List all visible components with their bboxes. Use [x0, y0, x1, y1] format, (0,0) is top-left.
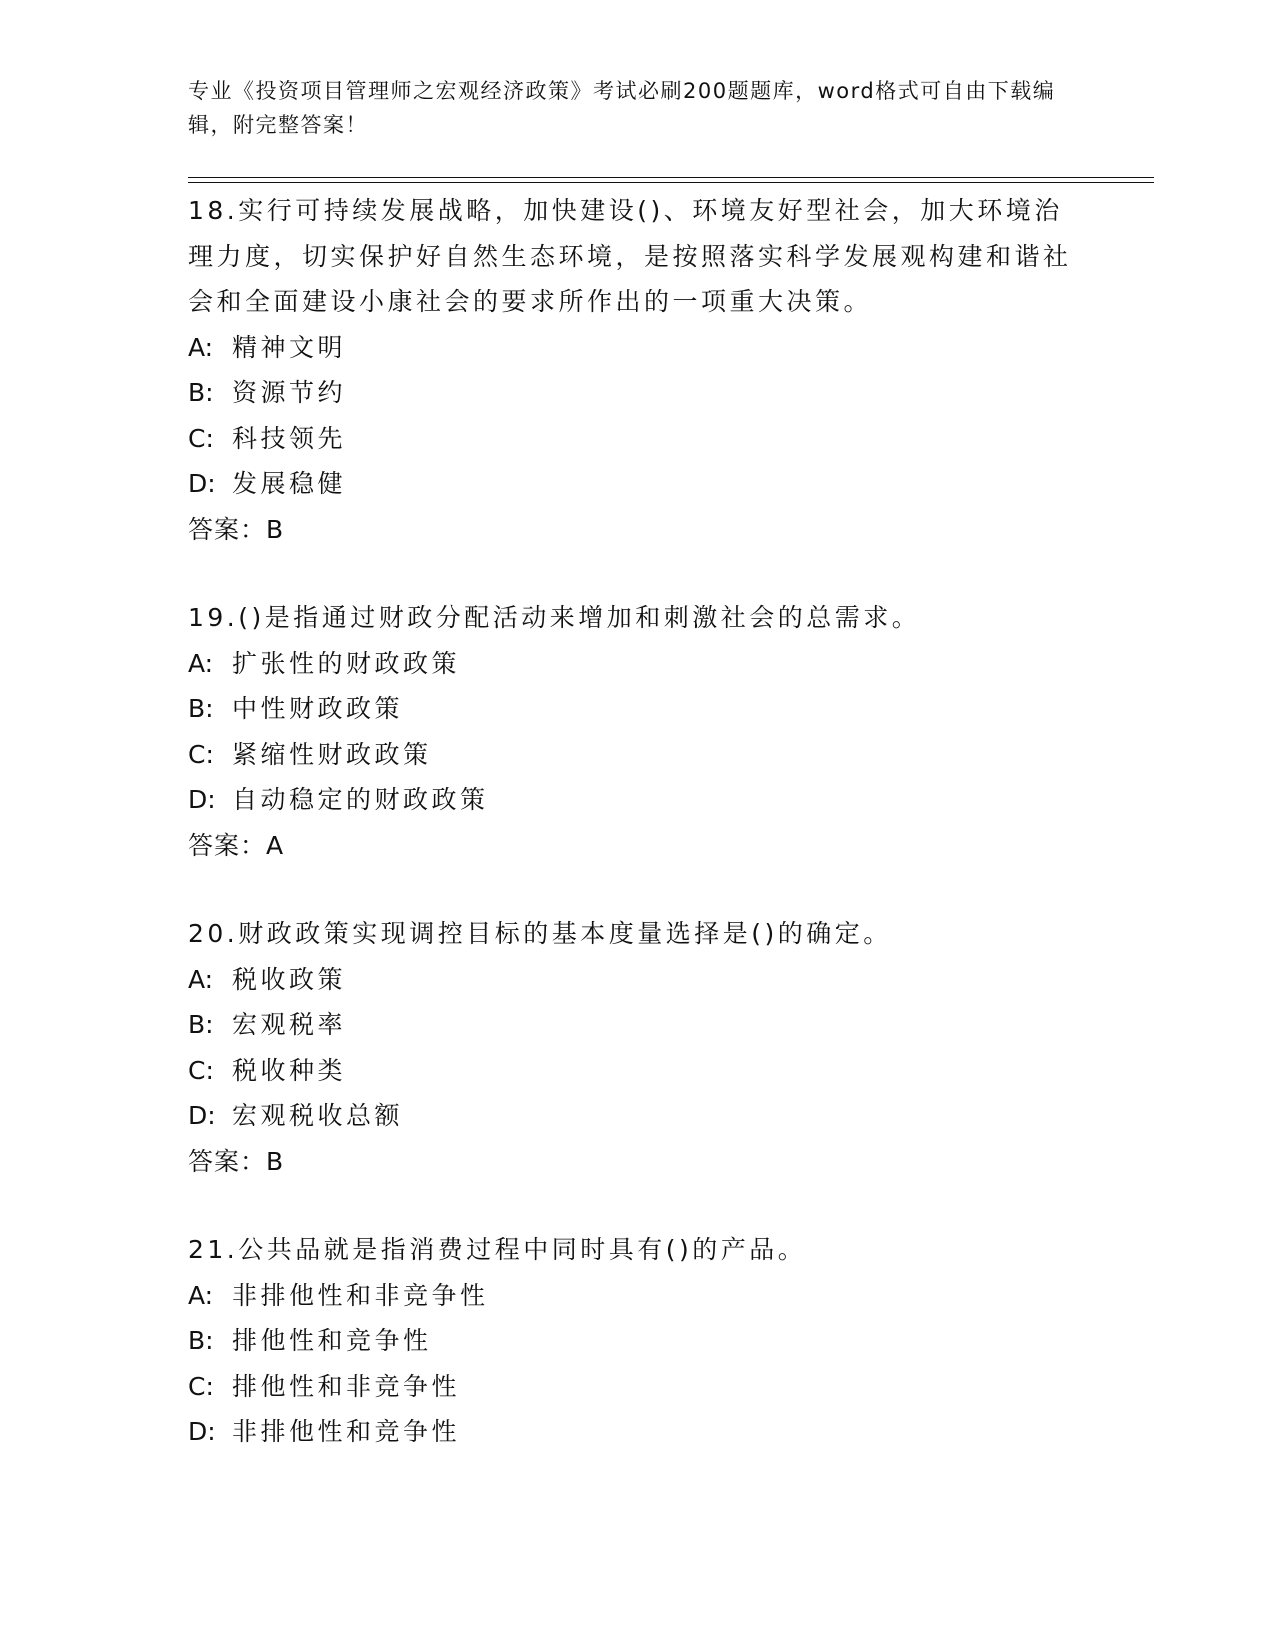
option-a	[188, 325, 1088, 371]
option-letter: A:	[188, 648, 214, 678]
option-text: 扩张性的财政政策	[232, 648, 461, 678]
option-letter: C:	[188, 423, 214, 453]
header-intro-text: 专业《投资项目管理师之宏观经济政策》考试必刷200题题库，word格式可自由下载编辑，附完整答案！	[188, 79, 1056, 137]
option-letter: A:	[188, 964, 214, 994]
question-list	[188, 188, 1088, 1498]
option-text: 排他性和竞争性	[232, 1326, 432, 1355]
option-a	[188, 1273, 1088, 1319]
option-d	[188, 1409, 1088, 1455]
question-stem: 19.()是指通过财政分配活动来增加和刺激社会的总需求。	[188, 603, 921, 632]
option-text: 精神文明	[232, 332, 347, 362]
question-21	[188, 1227, 1088, 1455]
question-19	[188, 595, 1088, 868]
option-letter: C:	[188, 739, 214, 769]
question-18	[188, 188, 1088, 552]
answer-line: 答案：B	[188, 514, 285, 544]
option-b	[188, 1318, 1088, 1364]
answer-line: 答案：B	[188, 1146, 285, 1176]
question-stem: 20.财政政策实现调控目标的基本度量选择是()的确定。	[188, 919, 892, 948]
option-text: 税收政策	[232, 964, 347, 994]
option-text: 排他性和非竞争性	[232, 1371, 461, 1401]
option-letter: B:	[188, 1010, 214, 1039]
question-stem: 21.公共品就是指消费过程中同时具有()的产品。	[188, 1235, 807, 1264]
option-d	[188, 1093, 1088, 1139]
answer-line: 答案：A	[188, 830, 285, 860]
option-letter: D:	[188, 1417, 216, 1446]
option-letter: D:	[188, 1101, 216, 1130]
option-letter: B:	[188, 694, 214, 723]
option-letter: D:	[188, 785, 216, 814]
option-text: 非排他性和非竞争性	[232, 1280, 489, 1310]
option-text: 宏观税率	[232, 1010, 347, 1039]
option-letter: B:	[188, 378, 214, 407]
option-a	[188, 957, 1088, 1003]
option-c	[188, 1048, 1088, 1094]
option-letter: B:	[188, 1326, 214, 1355]
option-text: 资源节约	[232, 378, 347, 407]
option-c	[188, 732, 1088, 778]
option-letter: D:	[188, 469, 216, 498]
option-text: 税收种类	[232, 1055, 347, 1085]
document-header	[188, 74, 1088, 142]
option-text: 非排他性和竞争性	[232, 1417, 461, 1446]
option-text: 紧缩性财政政策	[232, 739, 432, 769]
option-d	[188, 777, 1088, 823]
option-d	[188, 461, 1088, 507]
question-stem: 18.实行可持续发展战略，加快建设()、环境友好型社会，加大环境治理力度，切实保护好自然生态环境，是按照落实科学发展观构建和谐社会和全面建设小康社会的要求所作出的一项重大决策。	[188, 196, 1072, 316]
option-text: 科技领先	[232, 423, 347, 453]
option-text: 宏观税收总额	[232, 1101, 404, 1130]
option-letter: C:	[188, 1055, 214, 1085]
option-text: 发展稳健	[232, 469, 347, 498]
option-a	[188, 641, 1088, 687]
option-b	[188, 686, 1088, 732]
option-b	[188, 370, 1088, 416]
option-b	[188, 1002, 1088, 1048]
option-c	[188, 416, 1088, 462]
header-divider-bottom	[188, 182, 1154, 183]
option-text: 中性财政政策	[232, 694, 404, 723]
option-letter: A:	[188, 1280, 214, 1310]
option-letter: A:	[188, 332, 214, 362]
option-c	[188, 1364, 1088, 1410]
option-text: 自动稳定的财政政策	[232, 785, 489, 814]
option-letter: C:	[188, 1371, 214, 1401]
header-divider-top	[188, 177, 1154, 178]
question-20	[188, 911, 1088, 1184]
